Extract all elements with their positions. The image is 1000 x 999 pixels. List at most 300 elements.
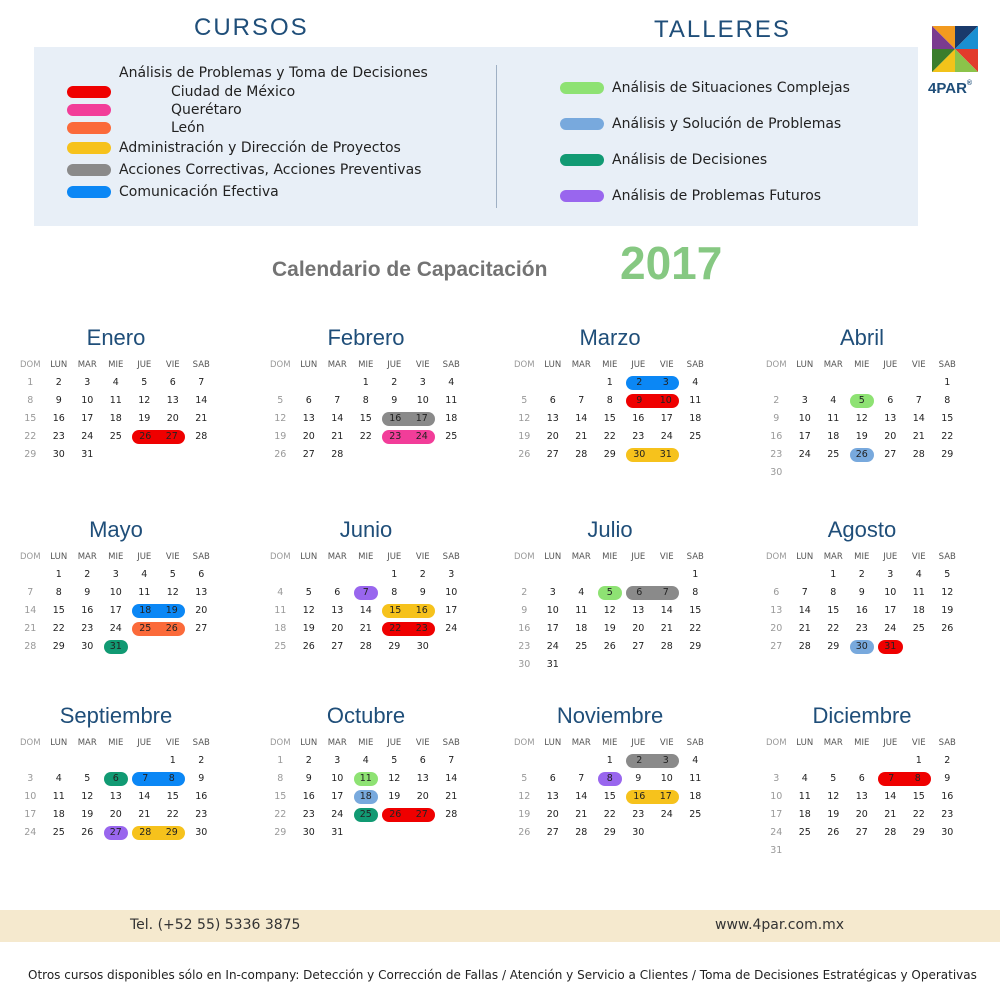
day-cell: 23 bbox=[632, 431, 645, 442]
day-cell: 8 bbox=[362, 395, 369, 406]
day-cell: 13 bbox=[416, 773, 429, 784]
day-cell: 11 bbox=[689, 773, 702, 784]
empty-day-cell bbox=[266, 374, 295, 392]
weekday-header: MIE bbox=[854, 360, 870, 370]
day-cell: 4 bbox=[915, 569, 922, 580]
legend-item-course bbox=[67, 159, 428, 181]
weekday-header: MAR bbox=[823, 738, 843, 748]
day-cell: 25 bbox=[798, 827, 811, 838]
highlighted-day-cell[interactable]: 3 bbox=[653, 754, 680, 768]
empty-day-cell bbox=[130, 752, 159, 770]
highlighted-day-cell[interactable]: 16 bbox=[409, 604, 436, 618]
weekday-header: JUE bbox=[387, 552, 402, 562]
empty-day-cell bbox=[819, 752, 848, 770]
day-cell: 25 bbox=[912, 623, 925, 634]
day-cell: 21 bbox=[445, 791, 458, 802]
weekday-header: LUN bbox=[50, 738, 68, 748]
day-cell: 31 bbox=[546, 659, 559, 670]
day-cell: 15 bbox=[52, 605, 65, 616]
weekday-header: VIE bbox=[165, 360, 180, 370]
highlighted-day-cell[interactable]: 6 bbox=[626, 586, 653, 600]
day-cell: 5 bbox=[830, 773, 837, 784]
day-cell: 7 bbox=[334, 395, 341, 406]
weekday-header: JUE bbox=[387, 360, 402, 370]
month-mayo bbox=[16, 514, 216, 656]
day-cell: 6 bbox=[419, 755, 426, 766]
day-cell: 14 bbox=[798, 605, 811, 616]
highlighted-day-cell[interactable]: 7 bbox=[653, 586, 680, 600]
highlighted-day-cell[interactable]: 17 bbox=[653, 790, 680, 804]
highlighted-day-cell[interactable]: 27 bbox=[104, 826, 129, 840]
month-noviembre bbox=[510, 700, 710, 842]
weekday-header: MAR bbox=[77, 738, 97, 748]
empty-day-cell bbox=[102, 752, 131, 770]
month-name: Diciembre bbox=[812, 703, 912, 728]
day-cell: 19 bbox=[388, 791, 401, 802]
highlighted-day-cell[interactable]: 8 bbox=[598, 772, 623, 786]
highlighted-day-cell[interactable]: 26 bbox=[850, 448, 875, 462]
month-name: Octubre bbox=[326, 703, 406, 728]
day-cell: 29 bbox=[24, 449, 37, 460]
day-cell: 13 bbox=[302, 413, 315, 424]
day-cell: 13 bbox=[855, 791, 868, 802]
day-cell: 25 bbox=[689, 431, 702, 442]
highlighted-day-cell[interactable]: 7 bbox=[354, 586, 379, 600]
weekday-header: SAB bbox=[938, 552, 956, 562]
day-cell: 15 bbox=[166, 791, 179, 802]
day-cell: 2 bbox=[944, 755, 951, 766]
highlighted-day-cell[interactable]: 29 bbox=[159, 826, 186, 840]
day-cell: 6 bbox=[887, 395, 894, 406]
legend-color-swatch bbox=[67, 122, 111, 134]
weekday-header: DOM bbox=[765, 552, 787, 562]
day-cell: 21 bbox=[138, 809, 151, 820]
legend-label: Querétaro bbox=[171, 102, 242, 118]
day-cell: 24 bbox=[660, 431, 673, 442]
day-cell: 10 bbox=[24, 791, 37, 802]
day-cell: 5 bbox=[305, 587, 312, 598]
day-cell: 18 bbox=[52, 809, 65, 820]
weekday-header: JUE bbox=[631, 360, 646, 370]
day-cell: 20 bbox=[302, 431, 315, 442]
weekday-header: LUN bbox=[544, 360, 562, 370]
weekday-header: LUN bbox=[50, 552, 68, 562]
legend-item-taller bbox=[560, 106, 850, 142]
highlighted-day-cell[interactable]: 30 bbox=[626, 448, 653, 462]
day-cell: 15 bbox=[274, 791, 287, 802]
weekday-header: MIE bbox=[602, 738, 618, 748]
month-name: Mayo bbox=[89, 517, 143, 542]
day-cell: 21 bbox=[331, 431, 344, 442]
day-cell: 9 bbox=[305, 773, 312, 784]
day-cell: 5 bbox=[944, 569, 951, 580]
day-cell: 21 bbox=[798, 623, 811, 634]
day-cell: 27 bbox=[302, 449, 315, 460]
highlighted-day-cell[interactable]: 11 bbox=[354, 772, 379, 786]
day-cell: 3 bbox=[448, 569, 455, 580]
highlighted-day-cell[interactable]: 18 bbox=[354, 790, 379, 804]
day-cell: 21 bbox=[575, 431, 588, 442]
day-cell: 25 bbox=[689, 809, 702, 820]
day-cell: 27 bbox=[855, 827, 868, 838]
highlighted-day-cell[interactable]: 16 bbox=[382, 412, 409, 426]
day-cell: 10 bbox=[770, 791, 783, 802]
day-cell: 8 bbox=[944, 395, 951, 406]
month-septiembre bbox=[16, 700, 216, 842]
day-cell: 4 bbox=[692, 377, 699, 388]
day-cell: 23 bbox=[302, 809, 315, 820]
weekday-header: SAB bbox=[192, 552, 210, 562]
day-cell: 8 bbox=[830, 587, 837, 598]
highlighted-day-cell[interactable]: 10 bbox=[653, 394, 680, 408]
day-cell: 15 bbox=[24, 413, 37, 424]
weekday-header: JUE bbox=[137, 552, 152, 562]
day-cell: 20 bbox=[331, 623, 344, 634]
day-cell: 30 bbox=[81, 641, 94, 652]
talleres-legend bbox=[560, 70, 850, 214]
day-cell: 7 bbox=[448, 755, 455, 766]
day-cell: 4 bbox=[448, 377, 455, 388]
empty-day-cell bbox=[352, 566, 381, 584]
highlighted-day-cell[interactable]: 15 bbox=[382, 604, 409, 618]
highlighted-day-cell[interactable]: 31 bbox=[653, 448, 680, 462]
day-cell: 22 bbox=[603, 431, 616, 442]
day-cell: 31 bbox=[770, 845, 783, 856]
day-cell: 23 bbox=[518, 641, 531, 652]
day-cell: 12 bbox=[388, 773, 401, 784]
weekday-header: SAB bbox=[442, 738, 460, 748]
day-cell: 19 bbox=[138, 413, 151, 424]
empty-day-cell bbox=[323, 374, 352, 392]
day-cell: 29 bbox=[827, 641, 840, 652]
day-cell: 9 bbox=[419, 587, 426, 598]
day-cell: 25 bbox=[274, 641, 287, 652]
day-cell: 8 bbox=[606, 395, 613, 406]
day-cell: 29 bbox=[689, 641, 702, 652]
day-cell: 20 bbox=[632, 623, 645, 634]
day-cell: 17 bbox=[331, 791, 344, 802]
highlighted-day-cell[interactable]: 26 bbox=[132, 430, 159, 444]
day-cell: 4 bbox=[141, 569, 148, 580]
day-cell: 23 bbox=[195, 809, 208, 820]
weekday-header: SAB bbox=[192, 738, 210, 748]
legend-label: Comunicación Efectiva bbox=[119, 184, 279, 200]
day-cell: 13 bbox=[546, 413, 559, 424]
day-cell: 23 bbox=[855, 623, 868, 634]
day-cell: 3 bbox=[27, 773, 34, 784]
highlighted-day-cell[interactable]: 2 bbox=[626, 754, 653, 768]
highlighted-day-cell[interactable]: 27 bbox=[409, 808, 436, 822]
day-cell: 10 bbox=[331, 773, 344, 784]
day-cell: 17 bbox=[24, 809, 37, 820]
day-cell: 1 bbox=[692, 569, 699, 580]
day-cell: 19 bbox=[81, 809, 94, 820]
day-cell: 1 bbox=[391, 569, 398, 580]
weekday-header: MIE bbox=[108, 360, 124, 370]
day-cell: 11 bbox=[274, 605, 287, 616]
weekday-header: MIE bbox=[358, 360, 374, 370]
highlighted-day-cell[interactable]: 27 bbox=[159, 430, 186, 444]
highlighted-day-cell[interactable]: 7 bbox=[132, 772, 159, 786]
day-cell: 14 bbox=[445, 773, 458, 784]
day-cell: 15 bbox=[941, 413, 954, 424]
weekday-header: MAR bbox=[77, 552, 97, 562]
weekday-header: DOM bbox=[19, 552, 41, 562]
month-name: Septiembre bbox=[59, 703, 173, 728]
day-cell: 7 bbox=[578, 395, 585, 406]
legend-label: Ciudad de México bbox=[171, 84, 296, 100]
highlighted-day-cell[interactable]: 23 bbox=[382, 430, 409, 444]
day-cell: 4 bbox=[830, 395, 837, 406]
pinwheel-logo-icon bbox=[928, 22, 982, 76]
highlighted-day-cell[interactable]: 26 bbox=[159, 622, 186, 636]
day-cell: 31 bbox=[331, 827, 344, 838]
weekday-header: MAR bbox=[77, 360, 97, 370]
highlighted-day-cell[interactable]: 17 bbox=[409, 412, 436, 426]
day-cell: 3 bbox=[112, 569, 119, 580]
weekday-header: VIE bbox=[165, 738, 180, 748]
day-cell: 24 bbox=[660, 809, 673, 820]
highlighted-day-cell[interactable]: 2 bbox=[626, 376, 653, 390]
day-cell: 1 bbox=[169, 755, 176, 766]
day-cell: 4 bbox=[55, 773, 62, 784]
day-cell: 21 bbox=[660, 623, 673, 634]
highlighted-day-cell[interactable]: 3 bbox=[653, 376, 680, 390]
day-cell: 12 bbox=[138, 395, 151, 406]
highlighted-day-cell[interactable]: 5 bbox=[598, 586, 623, 600]
day-cell: 14 bbox=[359, 605, 372, 616]
empty-day-cell bbox=[905, 374, 934, 392]
day-cell: 18 bbox=[575, 623, 588, 634]
highlighted-day-cell[interactable]: 28 bbox=[132, 826, 159, 840]
day-cell: 18 bbox=[798, 809, 811, 820]
day-cell: 1 bbox=[944, 377, 951, 388]
day-cell: 6 bbox=[169, 377, 176, 388]
day-cell: 30 bbox=[416, 641, 429, 652]
day-cell: 1 bbox=[830, 569, 837, 580]
day-cell: 11 bbox=[912, 587, 925, 598]
4par-logo bbox=[928, 22, 982, 96]
day-cell: 22 bbox=[52, 623, 65, 634]
cursos-legend bbox=[67, 63, 428, 203]
weekday-header: DOM bbox=[269, 738, 291, 748]
highlighted-day-cell[interactable]: 30 bbox=[850, 640, 875, 654]
weekday-header: JUE bbox=[631, 552, 646, 562]
day-cell: 7 bbox=[578, 773, 585, 784]
day-cell: 16 bbox=[302, 791, 315, 802]
day-cell: 11 bbox=[689, 395, 702, 406]
highlighted-day-cell[interactable]: 16 bbox=[626, 790, 653, 804]
month-marzo bbox=[510, 322, 710, 464]
day-cell: 9 bbox=[55, 395, 62, 406]
day-cell: 9 bbox=[391, 395, 398, 406]
empty-day-cell bbox=[791, 374, 820, 392]
day-cell: 14 bbox=[24, 605, 37, 616]
day-cell: 22 bbox=[24, 431, 37, 442]
empty-day-cell bbox=[295, 374, 324, 392]
weekday-header: VIE bbox=[415, 738, 430, 748]
month-febrero bbox=[266, 322, 466, 464]
day-cell: 16 bbox=[855, 605, 868, 616]
month-name: Enero bbox=[86, 325, 146, 350]
day-cell: 16 bbox=[52, 413, 65, 424]
day-cell: 21 bbox=[359, 623, 372, 634]
day-cell: 5 bbox=[277, 395, 284, 406]
day-cell: 5 bbox=[521, 395, 528, 406]
day-cell: 12 bbox=[302, 605, 315, 616]
month-enero bbox=[16, 322, 216, 464]
highlighted-day-cell[interactable]: 8 bbox=[159, 772, 186, 786]
day-cell: 26 bbox=[941, 623, 954, 634]
weekday-header: DOM bbox=[765, 360, 787, 370]
day-cell: 30 bbox=[941, 827, 954, 838]
day-cell: 24 bbox=[109, 623, 122, 634]
highlighted-day-cell[interactable]: 18 bbox=[132, 604, 159, 618]
day-cell: 11 bbox=[52, 791, 65, 802]
weekday-header: MAR bbox=[823, 552, 843, 562]
day-cell: 2 bbox=[55, 377, 62, 388]
day-cell: 19 bbox=[855, 431, 868, 442]
day-cell: 12 bbox=[274, 413, 287, 424]
weekday-header: SAB bbox=[442, 552, 460, 562]
legend-item-taller bbox=[560, 70, 850, 106]
day-cell: 24 bbox=[798, 449, 811, 460]
day-cell: 19 bbox=[274, 431, 287, 442]
month-octubre bbox=[266, 700, 466, 842]
day-cell: 14 bbox=[912, 413, 925, 424]
day-cell: 21 bbox=[884, 809, 897, 820]
legend-color-swatch bbox=[67, 104, 111, 116]
weekday-header: MIE bbox=[108, 738, 124, 748]
highlighted-day-cell[interactable]: 7 bbox=[878, 772, 905, 786]
website-link[interactable]: www.4par.com.mx bbox=[715, 917, 845, 933]
day-cell: 24 bbox=[331, 809, 344, 820]
day-cell: 17 bbox=[884, 605, 897, 616]
weekday-header: VIE bbox=[415, 552, 430, 562]
month-julio bbox=[510, 514, 710, 674]
month-name: Julio bbox=[587, 517, 633, 542]
legend-divider bbox=[496, 65, 497, 208]
highlighted-day-cell[interactable]: 6 bbox=[104, 772, 129, 786]
day-cell: 9 bbox=[84, 587, 91, 598]
empty-day-cell bbox=[567, 566, 596, 584]
day-cell: 26 bbox=[827, 827, 840, 838]
day-cell: 15 bbox=[359, 413, 372, 424]
day-cell: 19 bbox=[827, 809, 840, 820]
day-cell: 17 bbox=[445, 605, 458, 616]
highlighted-day-cell[interactable]: 23 bbox=[409, 622, 436, 636]
day-cell: 5 bbox=[141, 377, 148, 388]
legend-item-group-title bbox=[67, 63, 428, 83]
empty-day-cell bbox=[653, 566, 682, 584]
empty-day-cell bbox=[539, 752, 568, 770]
weekday-header: LUN bbox=[300, 738, 318, 748]
legend-label: León bbox=[171, 120, 205, 136]
weekday-header: MIE bbox=[602, 552, 618, 562]
day-cell: 29 bbox=[388, 641, 401, 652]
highlighted-day-cell[interactable]: 25 bbox=[132, 622, 159, 636]
day-cell: 28 bbox=[660, 641, 673, 652]
day-cell: 22 bbox=[603, 809, 616, 820]
highlighted-day-cell[interactable]: 19 bbox=[159, 604, 186, 618]
day-cell: 12 bbox=[941, 587, 954, 598]
day-cell: 16 bbox=[81, 605, 94, 616]
day-cell: 1 bbox=[606, 377, 613, 388]
day-cell: 6 bbox=[549, 773, 556, 784]
day-cell: 3 bbox=[801, 395, 808, 406]
empty-day-cell bbox=[45, 752, 74, 770]
day-cell: 20 bbox=[546, 809, 559, 820]
day-cell: 9 bbox=[773, 413, 780, 424]
day-cell: 24 bbox=[81, 431, 94, 442]
day-cell: 18 bbox=[274, 623, 287, 634]
legend-item-city bbox=[67, 83, 428, 101]
day-cell: 10 bbox=[660, 773, 673, 784]
highlighted-day-cell[interactable]: 24 bbox=[409, 430, 436, 444]
day-cell: 12 bbox=[855, 413, 868, 424]
day-cell: 6 bbox=[334, 587, 341, 598]
talleres-heading: TALLERES bbox=[654, 16, 791, 43]
highlighted-day-cell[interactable]: 31 bbox=[878, 640, 903, 654]
day-cell: 23 bbox=[941, 809, 954, 820]
day-cell: 22 bbox=[827, 623, 840, 634]
day-cell: 19 bbox=[518, 431, 531, 442]
day-cell: 27 bbox=[331, 641, 344, 652]
highlighted-day-cell[interactable]: 8 bbox=[905, 772, 932, 786]
day-cell: 9 bbox=[635, 773, 642, 784]
day-cell: 20 bbox=[770, 623, 783, 634]
day-cell: 14 bbox=[138, 791, 151, 802]
month-junio bbox=[266, 514, 466, 656]
day-cell: 4 bbox=[362, 755, 369, 766]
day-cell: 16 bbox=[770, 431, 783, 442]
weekday-header: SAB bbox=[686, 552, 704, 562]
day-cell: 17 bbox=[81, 413, 94, 424]
highlighted-day-cell[interactable]: 9 bbox=[626, 394, 653, 408]
month-diciembre bbox=[762, 700, 962, 860]
highlighted-day-cell[interactable]: 31 bbox=[104, 640, 129, 654]
day-cell: 29 bbox=[52, 641, 65, 652]
highlighted-day-cell[interactable]: 25 bbox=[354, 808, 379, 822]
highlighted-day-cell[interactable]: 26 bbox=[382, 808, 409, 822]
day-cell: 2 bbox=[521, 587, 528, 598]
day-cell: 10 bbox=[884, 587, 897, 598]
logo-text: 4PAR bbox=[928, 80, 967, 97]
day-cell: 29 bbox=[941, 449, 954, 460]
day-cell: 2 bbox=[773, 395, 780, 406]
month-name: Febrero bbox=[327, 325, 405, 350]
highlighted-day-cell[interactable]: 22 bbox=[382, 622, 409, 636]
legend-color-swatch bbox=[67, 142, 111, 154]
day-cell: 8 bbox=[692, 587, 699, 598]
day-cell: 2 bbox=[84, 569, 91, 580]
weekday-header: JUE bbox=[137, 738, 152, 748]
day-cell: 3 bbox=[887, 569, 894, 580]
weekday-header: JUE bbox=[387, 738, 402, 748]
day-cell: 15 bbox=[603, 791, 616, 802]
weekday-header: VIE bbox=[659, 360, 674, 370]
empty-day-cell bbox=[762, 374, 791, 392]
empty-day-cell bbox=[510, 374, 539, 392]
day-cell: 8 bbox=[391, 587, 398, 598]
weekday-header: LUN bbox=[50, 360, 68, 370]
highlighted-day-cell[interactable]: 5 bbox=[850, 394, 875, 408]
day-cell: 30 bbox=[632, 827, 645, 838]
day-cell: 7 bbox=[915, 395, 922, 406]
legend-item-city bbox=[67, 119, 428, 137]
empty-day-cell bbox=[596, 566, 625, 584]
month-agosto bbox=[762, 514, 962, 656]
